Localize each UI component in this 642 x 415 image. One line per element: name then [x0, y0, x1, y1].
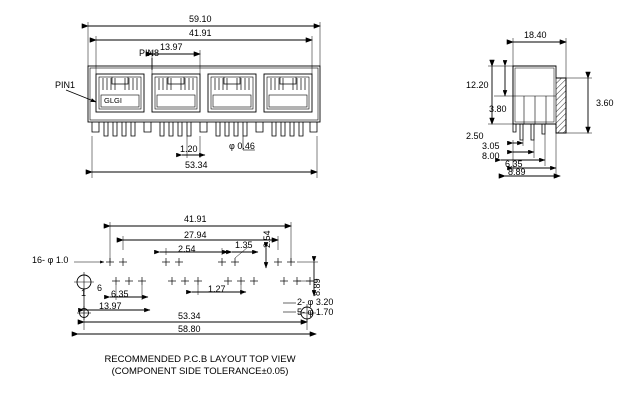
dim-depth: 18.40 — [524, 30, 547, 40]
dim-overall-width: 59.10 — [189, 14, 212, 24]
dim-pin-pitch: 1.20 — [180, 144, 198, 154]
dim-pcb-6-35: 6.35 — [111, 289, 129, 299]
dim-pcb-2-54-v: 2.54 — [262, 230, 272, 248]
pin-index-6: 6 — [97, 283, 103, 293]
dim-pcb-2-54: 2.54 — [178, 244, 196, 254]
dim-pcb-1-35: 1.35 — [235, 240, 253, 250]
caption-line-1: RECOMMENDED P.C.B LAYOUT TOP VIEW — [104, 354, 296, 365]
dim-lead-1: 2.50 — [466, 131, 484, 141]
hole-callout-2: 2- φ 3.20 — [297, 297, 334, 307]
dim-height-total: 12.20 — [466, 80, 489, 90]
dim-pcb-41-91: 41.91 — [184, 214, 207, 224]
pin-index-1: 1 — [81, 288, 87, 298]
label-pin8: PIN8 — [139, 48, 160, 58]
caption-line-2: (COMPONENT SIDE TOLERANCE±0.05) — [111, 366, 289, 377]
dim-tail: 3.60 — [596, 98, 614, 108]
dim-pcb-53-34: 53.34 — [178, 311, 201, 321]
silkscreen-text: GLGI — [104, 96, 122, 105]
dim-pcb-58-80: 58.80 — [178, 324, 201, 334]
dim-pcb-8-89: 8.89 — [312, 278, 322, 296]
dim-pcb-13-97: 13.97 — [99, 301, 122, 311]
dim-pin-hole-dia: φ 0.46 — [229, 141, 255, 151]
label-pin1: PIN1 — [55, 80, 76, 90]
dim-lead-2: 3.05 — [482, 141, 500, 151]
hole-callout-16: 16- φ 1.0 — [32, 255, 69, 265]
dim-inner-span: 13.97 — [160, 42, 183, 52]
dim-pcb-27-94: 27.94 — [184, 230, 207, 240]
dim-port-span: 41.91 — [189, 28, 212, 38]
dim-mount-span: 53.34 — [185, 160, 208, 170]
dim-lead-4: 6.35 — [505, 159, 523, 169]
hole-callout-5: 5- φ 1.70 — [297, 307, 334, 317]
dim-height-upper: 3.80 — [489, 104, 507, 114]
dim-lead-5: 8.89 — [508, 167, 526, 177]
dim-lead-3: 8.00 — [482, 151, 500, 161]
dim-pcb-1-27: 1.27 — [208, 284, 226, 294]
